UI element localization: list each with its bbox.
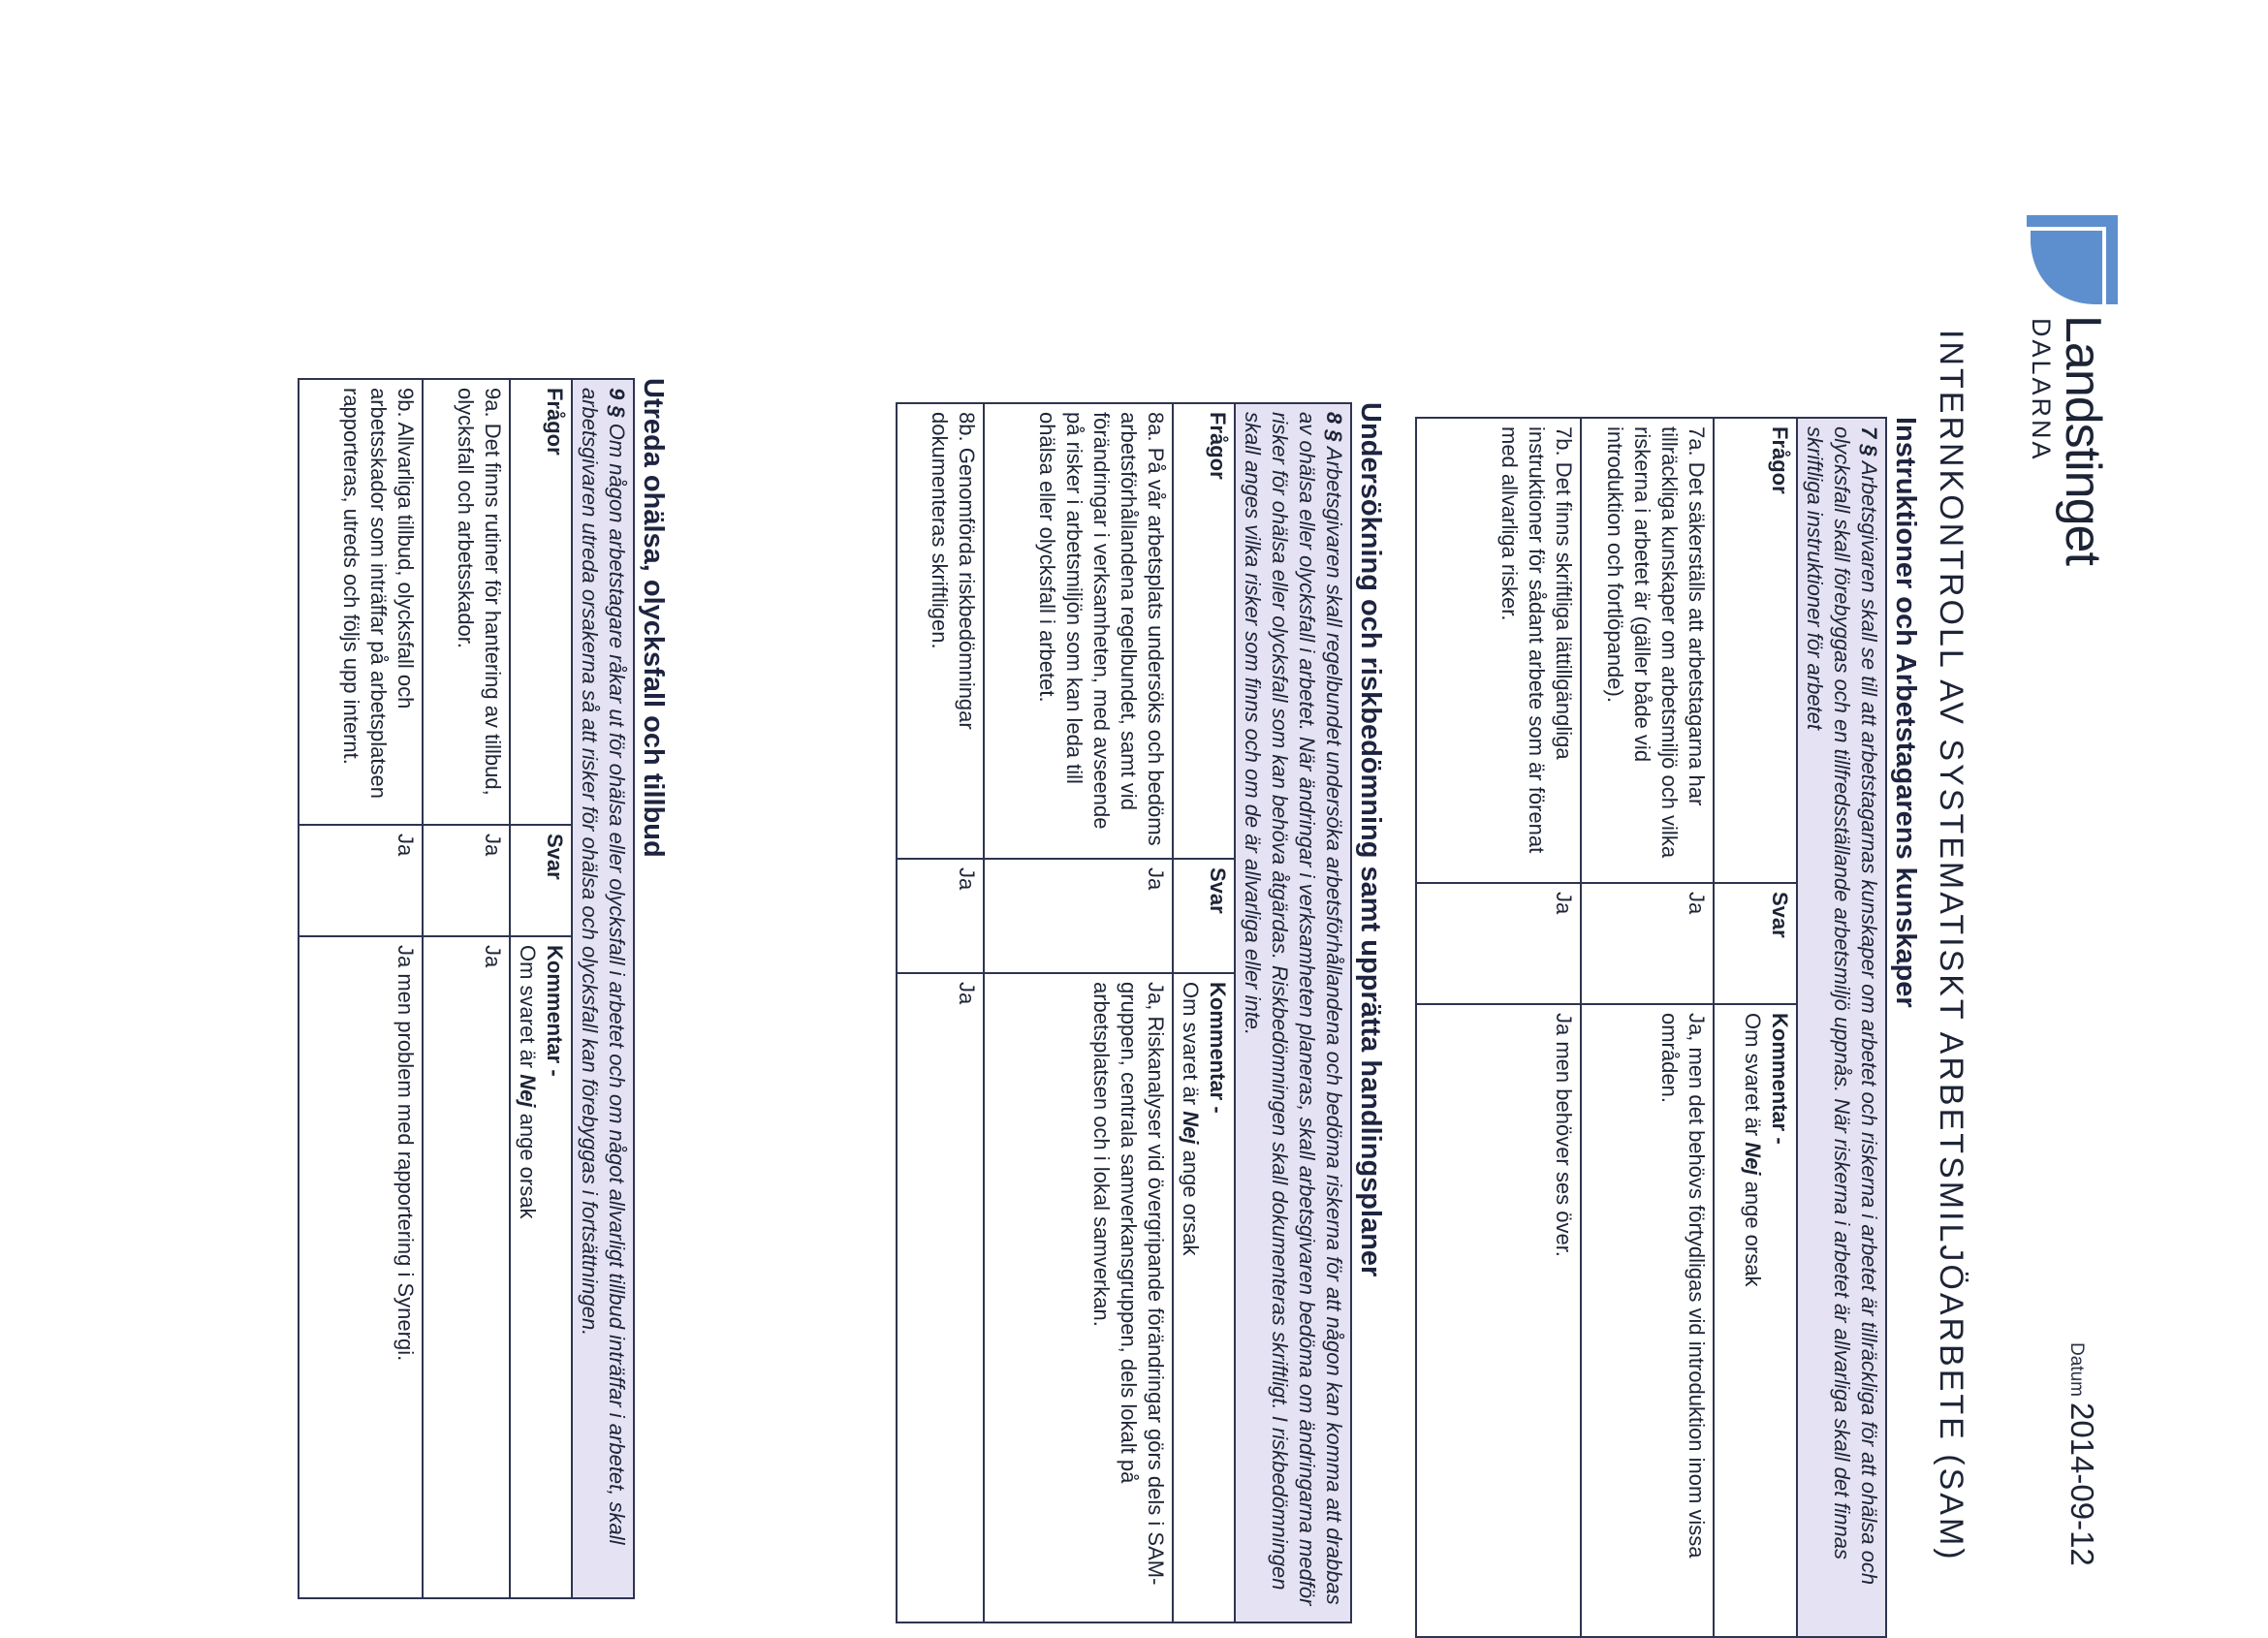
col-header-svar: Svar bbox=[510, 825, 572, 936]
date-value: 2014-09-12 bbox=[2064, 1402, 2100, 1566]
law-ref: 9 § bbox=[605, 388, 629, 418]
kommentar-title: Kommentar - bbox=[1206, 982, 1230, 1114]
document-title: INTERNKONTROLL AV SYSTEMATISKT ARBETSMILJÖARBETE (SAM) bbox=[1933, 330, 1969, 1562]
kommentar-nej: Nej bbox=[516, 1074, 540, 1108]
table-row bbox=[984, 403, 1173, 1622]
header-row bbox=[1714, 418, 1797, 1637]
answer-cell: Ja bbox=[1416, 883, 1581, 1004]
law-row bbox=[1797, 418, 1886, 1637]
col-header-kommentar bbox=[510, 936, 572, 1598]
logo-subtitle: DALARNA bbox=[2027, 318, 2056, 462]
kommentar-prefix: Om svaret är bbox=[516, 945, 540, 1075]
kommentar-title: Kommentar - bbox=[1768, 1013, 1792, 1145]
question-cell: 7b. Det finns skriftliga lättillgängliga instruktioner för sådant arbete som är förenat med allvarliga risker. bbox=[1416, 418, 1581, 883]
answer-cell: Ja bbox=[897, 859, 984, 973]
law-row bbox=[1235, 403, 1351, 1622]
col-header-fragor: Frågor bbox=[510, 379, 572, 825]
col-header-kommentar bbox=[1173, 973, 1235, 1622]
table-row bbox=[1581, 418, 1714, 1637]
col-header-svar: Svar bbox=[1714, 883, 1797, 1004]
comment-cell: Ja men behöver ses över. bbox=[1416, 1004, 1581, 1637]
table-row bbox=[1416, 418, 1581, 1637]
col-header-fragor: Frågor bbox=[1173, 403, 1235, 859]
comment-cell: Ja bbox=[423, 936, 510, 1598]
kommentar-prefix: Om svaret är bbox=[1741, 1013, 1765, 1143]
date-label: Datum bbox=[2066, 1342, 2087, 1397]
section-instruktioner bbox=[1415, 417, 1921, 1636]
law-ref: 8 § bbox=[1322, 412, 1346, 442]
kommentar-prefix: Om svaret är bbox=[1179, 982, 1203, 1112]
law-text bbox=[572, 379, 634, 1598]
comment-cell: Ja men problem med rapportering i Synergi. bbox=[299, 936, 423, 1598]
logo-name: Landstinget bbox=[2055, 315, 2111, 565]
question-cell: 9b. Allvarliga tillbud, olycksfall och arbetsskador som inträffar på arbetsplatsen rapporteras, utreds och följs upp internt. bbox=[299, 379, 423, 825]
col-header-kommentar bbox=[1714, 1004, 1797, 1637]
answer-cell: Ja bbox=[984, 859, 1173, 973]
kommentar-nej: Nej bbox=[1179, 1111, 1203, 1145]
law-body: Arbetsgivaren skall regelbundet undersöka arbetsförhållandena och bedöma riskerna för att någon kan komma att drabbas av ohälsa eller olycksfall i arbetet. När ändringar i verksamheten planeras, skall arbetsgivaren bedöma om ändringarna medför risker för ohälsa eller olycksfall som kan behöva åtgärdas. Riskbedömningen skall dokumenteras skriftligt. I riskbedömningen skall anges vilka risker som finns och om de är allvarliga eller inte. bbox=[1241, 412, 1346, 1606]
question-cell: 9a. Det finns rutiner för hantering av tillbud, olycksfall och arbetsskador. bbox=[423, 379, 510, 825]
section-heading: Utreda ohälsa, olycksfall och tillbud bbox=[638, 378, 669, 858]
answer-cell: Ja bbox=[299, 825, 423, 936]
comment-cell: Ja bbox=[897, 973, 984, 1622]
date bbox=[2063, 1342, 2100, 1566]
question-cell: 7a. Det säkerställs att arbetstagarna har tillräckliga kunskaper om arbetsmiljö och vilka riskerna i arbetet är (gäller både vid introduktion och fortlöpande). bbox=[1581, 418, 1714, 883]
col-header-svar: Svar bbox=[1173, 859, 1235, 973]
law-body: Om någon arbetstagare råkar ut för ohälsa eller olycksfall i arbetet och om något allvarligt tillbud inträffar i arbetet, skall arbetsgivaren utreda orsakerna så att risker för ohälsa och olycksfall kan förebyggas i fortsättningen. bbox=[578, 388, 629, 1545]
col-header-fragor: Frågor bbox=[1714, 418, 1797, 883]
question-cell: 8a. På vår arbetsplats undersöks och bedöms arbetsförhållandena regelbundet, samt vid förändringar i verksamheten, med avseende på risker i arbetsmiljön som kan leda till ohälsa eller olycksfall i arbetet. bbox=[984, 403, 1173, 859]
header-row bbox=[510, 379, 572, 1598]
kommentar-suffix: ange orsak bbox=[1179, 1144, 1203, 1256]
landstinget-logo-icon bbox=[2027, 215, 2118, 304]
answer-cell: Ja bbox=[423, 825, 510, 936]
law-text bbox=[1235, 403, 1351, 1622]
question-table bbox=[896, 402, 1352, 1623]
law-ref: 7 § bbox=[1857, 426, 1881, 457]
law-body: Arbetsgivaren skall se till att arbetstagarnas kunskaper om arbetet och riskerna i arbetet är tillräckliga för att ohälsa och olycksfall skall förebyggas och en tillfredsställande arbetsmiljö uppnås. När riskerna i arbetet är allvarliga skall det finnas skriftliga instruktioner för arbetet bbox=[1803, 426, 1881, 1586]
kommentar-suffix: ange orsak bbox=[1741, 1175, 1765, 1287]
section-heading: Undersökning och riskbedömning samt upprätta handlingsplaner bbox=[1355, 402, 1386, 1277]
section-utreda bbox=[298, 378, 669, 1597]
kommentar-title: Kommentar - bbox=[543, 945, 567, 1077]
question-cell: 8b. Genomförda riskbedömningar dokumenteras skriftligen. bbox=[897, 403, 984, 859]
comment-cell: Ja, Riskanalyser vid övergripande förändringar görs dels i SAM-gruppen, centrala samverkansgruppen, dels lokalt på arbetsplatsen och i lokal samverkan. bbox=[984, 973, 1173, 1622]
header-row bbox=[1173, 403, 1235, 1622]
kommentar-suffix: ange orsak bbox=[516, 1107, 540, 1219]
kommentar-nej: Nej bbox=[1741, 1142, 1765, 1176]
answer-cell: Ja bbox=[1581, 883, 1714, 1004]
logo bbox=[2001, 215, 2118, 565]
table-row bbox=[423, 379, 510, 1598]
question-table bbox=[298, 378, 635, 1599]
law-text bbox=[1797, 418, 1886, 1637]
comment-cell: Ja, men det behövs förtydligas vid introduktion inom vissa områden. bbox=[1581, 1004, 1714, 1637]
law-row bbox=[572, 379, 634, 1598]
table-row bbox=[299, 379, 423, 1598]
section-undersokning bbox=[896, 402, 1386, 1622]
question-table bbox=[1415, 417, 1887, 1638]
section-heading: Instruktioner och Arbetstagarens kunskaper bbox=[1890, 417, 1921, 1008]
table-row bbox=[897, 403, 984, 1622]
